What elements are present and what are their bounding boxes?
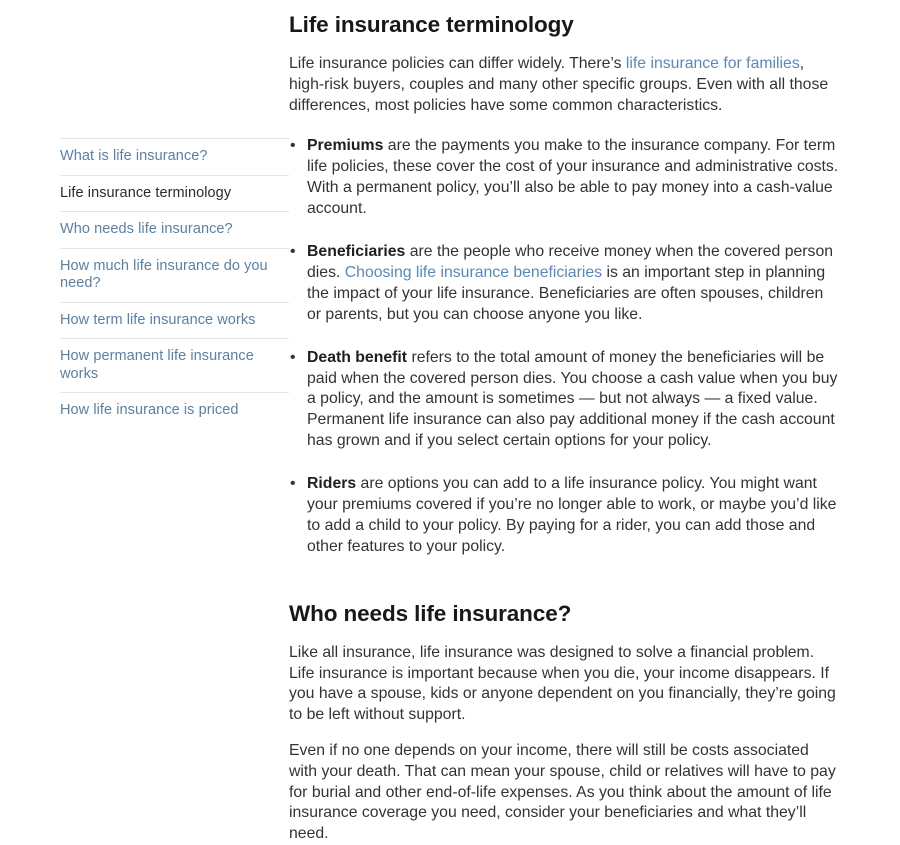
sidebar-link[interactable]: How permanent life insurance works (60, 348, 254, 382)
terminology-list (289, 116, 839, 557)
article-content (289, 0, 839, 845)
sidebar-item-life-insurance-terminology (60, 175, 289, 212)
sidebar-item-how-much-life-insurance[interactable] (60, 248, 289, 302)
paragraph-who-needs-1: Like all insurance, life insurance was designed to solve a financial problem. Life insurance is important because when you die, your income disappears. If you have a spouse, kids or anyone dependent on you financially, they’re going to be left without support. (289, 643, 836, 724)
list-item-beneficiaries (289, 242, 839, 326)
section-spacer (289, 558, 839, 578)
sidebar-item-who-needs-life-insurance[interactable] (60, 211, 289, 248)
link-life-insurance-for-families[interactable]: life insurance for families (625, 55, 800, 72)
sidebar-item-what-is-life-insurance[interactable] (60, 138, 289, 175)
sidebar-link[interactable]: How term life insurance works (60, 311, 256, 328)
sidebar-link[interactable]: What is life insurance? (60, 148, 208, 164)
bullet-icon: • (290, 137, 296, 155)
term-description-part-1: are the people who receive money when the covered person dies. (307, 243, 834, 281)
term-name: Riders (307, 475, 357, 493)
sidebar-item-how-permanent-life-insurance-works[interactable] (60, 338, 289, 392)
bullet-icon: • (290, 475, 296, 493)
list-item-death-benefit (289, 348, 839, 453)
term-description: refers to the total amount of money the beneficiaries will be paid when the covered person dies. You choose a cash value when you buy a policy, and the amount is sometimes — but not always — a fixed value. Permanent life insurance can also pay additional money if the cash account has grown and if you select certain options for your policy. (307, 348, 838, 450)
sidebar-link[interactable]: Who needs life insurance? (60, 221, 233, 237)
intro-text-before-link: Life insurance policies can differ widely. There’s (289, 55, 626, 72)
list-item-premiums (289, 136, 839, 220)
sidebar-link[interactable]: How much life insurance do you need? (60, 257, 268, 291)
sidebar-item-how-term-life-insurance-works[interactable] (60, 302, 289, 339)
bullet-icon: • (290, 243, 296, 261)
list-item-riders (289, 474, 839, 558)
term-name: Beneficiaries (307, 243, 406, 261)
term-name: Premiums (307, 137, 384, 155)
article-jump-links-nav (60, 138, 289, 429)
term-description: are options you can add to a life insurance policy. You might want your premiums covered if you’re no longer able to work, or maybe you’d like to add a child to your policy. By paying for a rider, you can add those and other features to your policy. (307, 475, 837, 555)
term-description-part-2: is an important step in planning the impact of your life insurance. Beneficiaries are often spouses, children or parents, but you can choose anyone you like. (307, 263, 826, 323)
sidebar-link[interactable]: How life insurance is priced (60, 402, 239, 418)
intro-text-after-link: , high-risk buyers, couples and many other specific groups. Even with all those differences, most policies have some common characteristics. (289, 55, 829, 114)
section-heading-who-needs-life-insurance: Who needs life insurance? (289, 600, 572, 626)
paragraph-who-needs-2: Even if no one depends on your income, there will still be costs associated with your death. That can mean your spouse, child or relatives will have to pay for burial and other end-of-life expenses. As you think about the amount of life insurance coverage you need, consider your beneficiaries and what they’ll need. (289, 741, 836, 843)
bullet-icon: • (290, 348, 296, 366)
link-choosing-life-insurance-beneficiaries[interactable]: Choosing life insurance beneficiaries (344, 263, 603, 281)
sidebar-link-active: Life insurance terminology (60, 184, 232, 201)
sidebar-item-how-life-insurance-is-priced[interactable] (60, 392, 289, 429)
page-title: Life insurance terminology (289, 12, 574, 37)
jump-links-list (60, 138, 289, 429)
term-description: are the payments you make to the insurance company. For term life policies, these cover the cost of your insurance and administrative costs. With a permanent policy, you’ll also be able to pay money into a cash-value account. (307, 137, 839, 218)
intro-paragraph (289, 39, 839, 116)
term-name: Death benefit (307, 348, 408, 366)
